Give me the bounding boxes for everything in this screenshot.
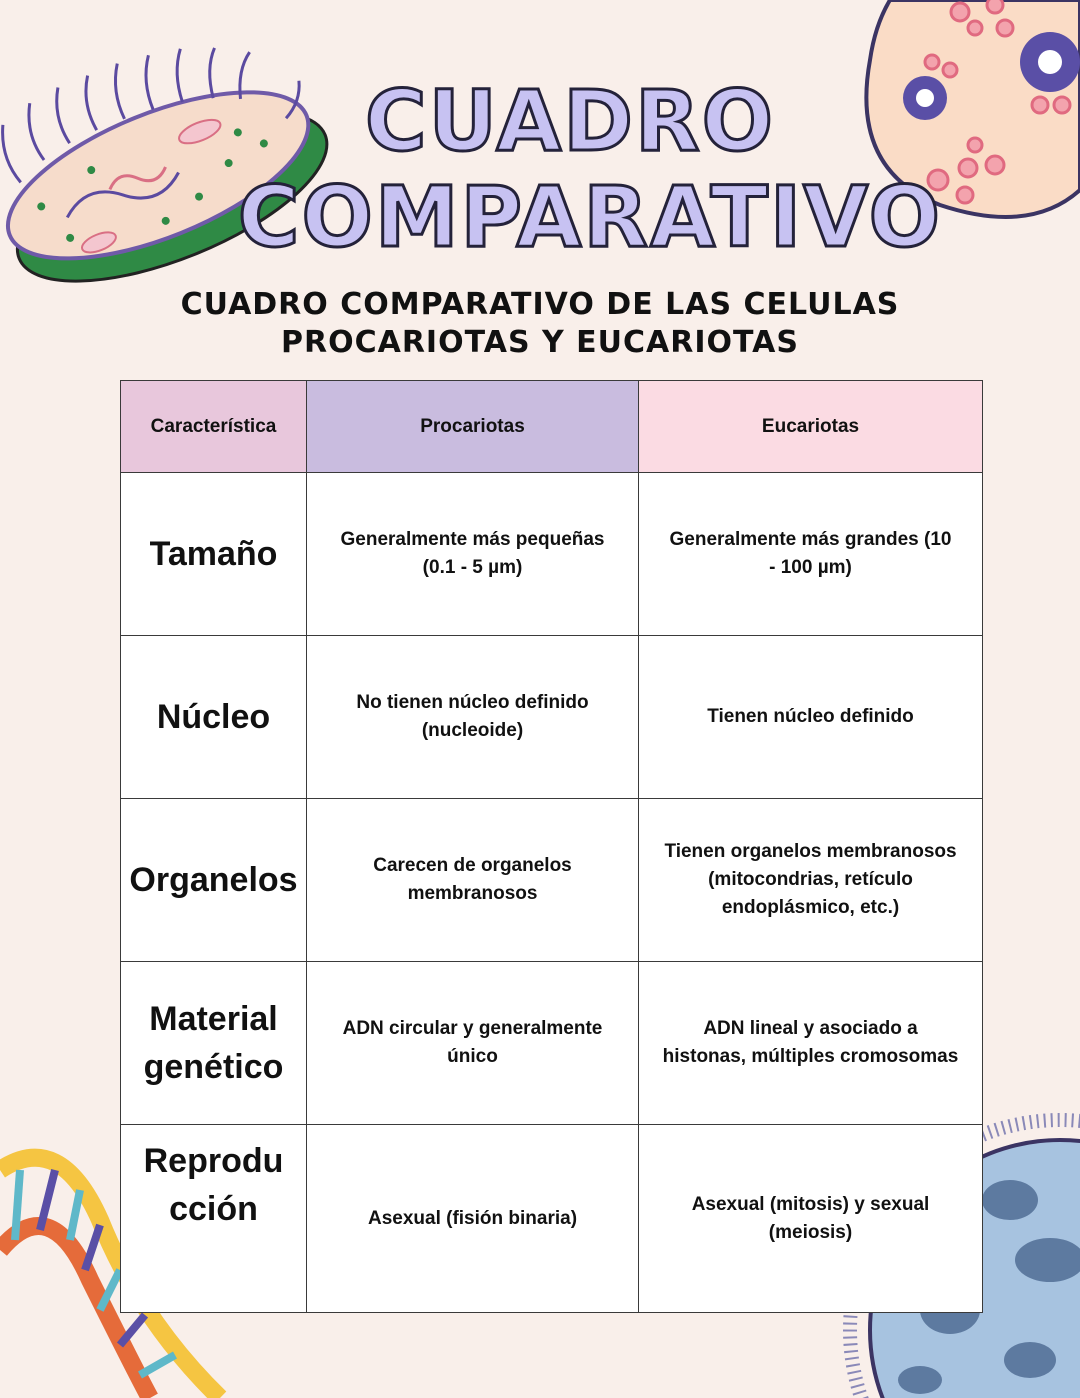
subtitle <box>0 286 1080 362</box>
cell-text: Tienen núcleo definido <box>707 706 914 727</box>
cell-text: (0.1 - 5 µm) <box>422 557 523 578</box>
cell-text: No tienen núcleo definido <box>356 692 589 713</box>
cell-text: Asexual (fisión binaria) <box>367 1207 578 1229</box>
feature-text: Reprodu <box>143 1142 284 1180</box>
cell-text: Generalmente más grandes (10 <box>669 529 952 550</box>
table-row-reproduction <box>121 1125 983 1313</box>
comparison-table <box>120 380 983 1313</box>
eukaryote-cell <box>639 1125 983 1313</box>
feature-text: genético <box>143 1048 284 1086</box>
feature-text: Organelos <box>129 861 298 899</box>
cell-text: Carecen de organelos <box>373 855 572 876</box>
header-feature: Característica <box>121 381 307 473</box>
subtitle-line-2: PROCARIOTAS Y EUCARIOTAS <box>281 325 799 360</box>
eukaryote-cell <box>639 962 983 1125</box>
title-line-1: CUADRO <box>364 72 776 170</box>
feature-text: Núcleo <box>156 698 271 736</box>
table-row-size <box>121 473 983 636</box>
eukaryote-cell <box>639 636 983 799</box>
feature-cell <box>121 473 307 636</box>
header-eukaryotes: Eucariotas <box>639 381 983 473</box>
feature-cell <box>121 799 307 962</box>
cell-text: ADN circular y generalmente <box>342 1018 603 1039</box>
title-line-2: COMPARATIVO <box>237 168 943 266</box>
feature-text: Material <box>149 1000 278 1038</box>
table-row-nucleus <box>121 636 983 799</box>
feature-cell <box>121 1125 307 1313</box>
eukaryote-cell <box>639 799 983 962</box>
feature-cell <box>121 962 307 1125</box>
feature-text: Tamaño <box>149 535 278 573</box>
cell-text: membranosos <box>407 883 538 904</box>
cell-text: - 100 µm) <box>769 557 852 578</box>
cell-text: (nucleoide) <box>421 720 524 741</box>
table-row-organelles <box>121 799 983 962</box>
cell-text: ADN lineal y asociado a <box>703 1018 918 1039</box>
cell-text: Asexual (mitosis) y sexual <box>691 1193 930 1215</box>
header-prokaryotes: Procariotas <box>307 381 639 473</box>
cell-text: histonas, múltiples cromosomas <box>662 1046 959 1067</box>
cell-text: Generalmente más pequeñas <box>340 529 605 550</box>
table-row-genetic-material <box>121 962 983 1125</box>
feature-text: cción <box>169 1190 258 1228</box>
prokaryote-cell <box>307 636 639 799</box>
prokaryote-cell <box>307 962 639 1125</box>
cell-text: endoplásmico, etc.) <box>721 897 900 918</box>
subtitle-line-1: CUADRO COMPARATIVO DE LAS CELULAS <box>180 287 900 322</box>
cell-text: (meiosis) <box>768 1221 853 1243</box>
cell-text: (mitocondrias, retículo <box>708 869 913 890</box>
table-header-row <box>121 381 983 473</box>
prokaryote-cell <box>307 1125 639 1313</box>
cell-text: único <box>447 1046 498 1067</box>
prokaryote-cell <box>307 799 639 962</box>
eukaryote-cell <box>639 473 983 636</box>
prokaryote-cell <box>307 473 639 636</box>
cell-text: Tienen organelos membranosos <box>664 841 957 862</box>
feature-cell <box>121 636 307 799</box>
